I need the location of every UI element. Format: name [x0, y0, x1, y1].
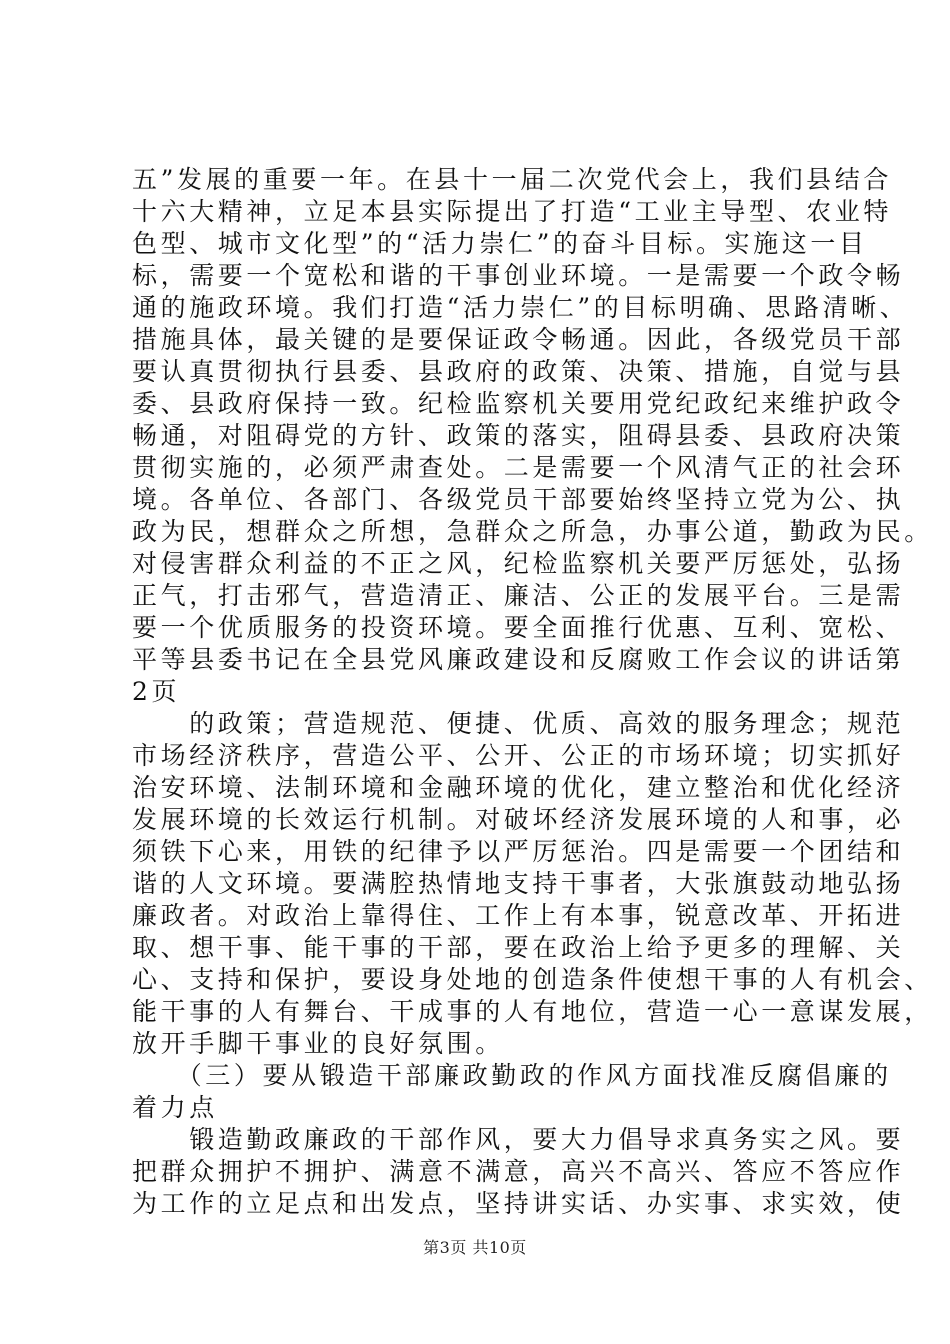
text-line: 委、县政府保持一致。纪检监察机关要用党纪政纪来维护政令 [132, 389, 905, 418]
text-line: 能干事的人有舞台、干成事的人有地位，营造一心一意谋发展， [132, 997, 933, 1026]
text-line: 平等县委书记在全县党风廉政建设和反腐败工作会议的讲话第 [132, 645, 905, 674]
text-line: 境。各单位、各部门、各级党员干部要始终坚持立党为公、执 [132, 485, 905, 514]
text-line: 标，需要一个宽松和谐的干事创业环境。一是需要一个政令畅 [132, 261, 905, 290]
text-line: 正气，打击邪气，营造清正、廉洁、公正的发展平台。三是需 [132, 581, 905, 610]
text-line: 贯彻实施的，必须严肃查处。二是需要一个风清气正的社会环 [132, 453, 905, 482]
text-line: 通的施政环境。我们打造“活力崇仁”的目标明确、思路清晰、 [132, 293, 909, 322]
body-text [132, 164, 933, 1220]
text-line: 对侵害群众利益的不正之风，纪检监察机关要严厉惩处，弘扬 [132, 549, 905, 578]
text-line: 五”发展的重要一年。在县十一届二次党代会上，我们县结合 [132, 165, 892, 194]
text-line: 取、想干事、能干事的干部，要在政治上给予更多的理解、关 [132, 933, 905, 962]
text-line: 须铁下心来，用铁的纪律予以严厉惩治。四是需要一个团结和 [132, 837, 905, 866]
text-line: 十六大精神，立足本县实际提出了打造“工业主导型、农业特 [132, 197, 892, 226]
section-heading-line: （三）要从锻造干部廉政勤政的作风方面找准反腐倡廉的 [132, 1061, 892, 1090]
text-line: 要认真贯彻执行县委、县政府的政策、决策、措施，自觉与县 [132, 357, 905, 386]
text-line: 政为民，想群众之所想，急群众之所急，办事公道，勤政为民。 [132, 517, 933, 546]
text-line: 放开手脚干事业的良好氛围。 [132, 1029, 504, 1058]
text-line: 治安环境、法制环境和金融环境的优化，建立整治和优化经济 [132, 773, 905, 802]
text-line: 心、支持和保护，要设身处地的创造条件使想干事的人有机会、 [132, 965, 933, 994]
text-line: 的政策；营造规范、便捷、优质、高效的服务理念；规范 [132, 709, 905, 738]
page-footer [0, 1238, 950, 1258]
text-line: 把群众拥护不拥护、满意不满意，高兴不高兴、答应不答应作 [132, 1157, 905, 1186]
text-line: 谐的人文环境。要满腔热情地支持干事者，大张旗鼓动地弘扬 [132, 869, 905, 898]
text-line: 廉政者。对政治上靠得住、工作上有本事，锐意改革、开拓进 [132, 901, 905, 930]
section-heading-line: 着力点 [132, 1093, 218, 1122]
text-line: 锻造勤政廉政的干部作风，要大力倡导求真务实之风。要 [132, 1125, 905, 1154]
text-line: 为工作的立足点和出发点，坚持讲实话、办实事、求实效，使 [132, 1189, 905, 1218]
page-marker-line: 2页 [132, 677, 181, 706]
page-number: 第3页 共10页 [423, 1238, 527, 1257]
text-line: 措施具体，最关键的是要保证政令畅通。因此，各级党员干部 [132, 325, 905, 354]
text-line: 要一个优质服务的投资环境。要全面推行优惠、互利、宽松、 [132, 613, 905, 642]
text-line: 色型、城市文化型”的“活力崇仁”的奋斗目标。实施这一目 [132, 229, 868, 258]
text-line: 发展环境的长效运行机制。对破坏经济发展环境的人和事，必 [132, 805, 905, 834]
text-line: 市场经济秩序，营造公平、公开、公正的市场环境；切实抓好 [132, 741, 905, 770]
text-line: 畅通，对阻碍党的方针、政策的落实，阻碍县委、县政府决策 [132, 421, 905, 450]
